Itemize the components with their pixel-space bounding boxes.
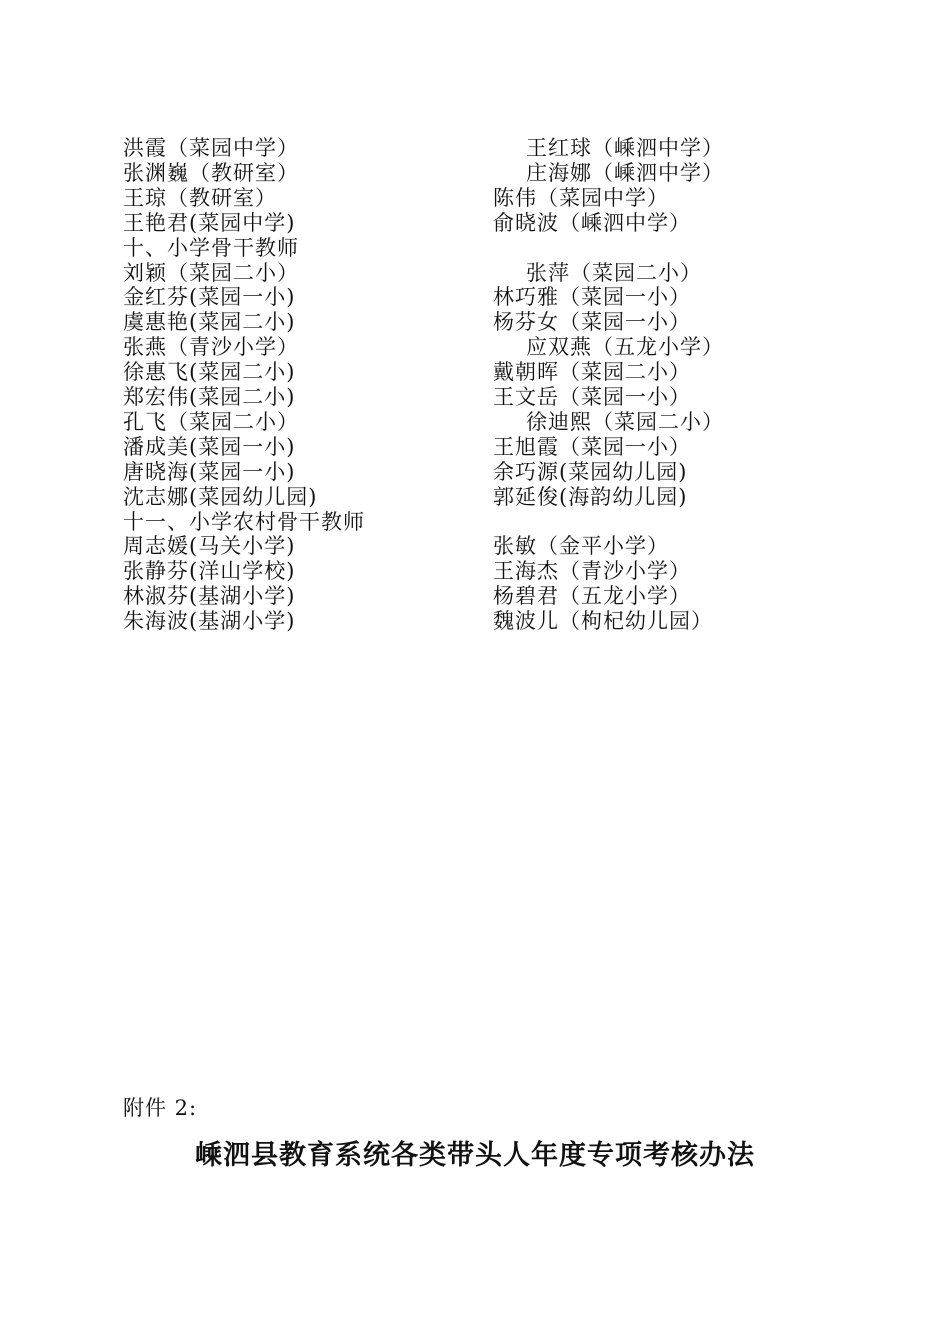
roster-left-entry: 唐晓海(菜园一小) [123,460,296,484]
roster-left-entry: 孔飞（菜园二小） [123,410,299,434]
roster-right-entry: 王红球（嵊泗中学） [526,136,724,160]
roster-right-entry: 余巧源(菜园幼儿园) [493,460,688,484]
roster-left-entry: 张静芬(洋山学校) [123,559,296,583]
roster-right-entry: 庄海娜（嵊泗中学） [526,161,724,185]
roster-left-entry: 周志媛(马关小学) [123,534,296,558]
roster-left-entry: 朱海波(基湖小学) [123,609,296,633]
roster-left-entry: 十、小学骨干教师 [123,236,299,260]
roster-right-entry: 应双燕（五龙小学） [526,335,724,359]
roster-right-entry: 张敏（金平小学） [493,534,669,558]
roster-right-entry: 杨碧君（五龙小学） [493,584,691,608]
roster-left-entry: 徐惠飞(菜园二小) [123,360,296,384]
roster-left-entry: 十一、小学农村骨干教师 [123,510,365,534]
roster-left-entry: 郑宏伟(菜园二小) [123,385,296,409]
roster-left-entry: 刘颖（菜园二小） [123,261,299,285]
attachment-label: 附件 2: [123,1096,198,1120]
roster-left-entry: 潘成美(菜园一小) [123,435,296,459]
roster-right-entry: 王海杰（青沙小学） [493,559,691,583]
roster-right-entry: 陈伟（菜园中学） [493,186,669,210]
roster-right-entry: 郭延俊(海韵幼儿园) [493,485,688,509]
roster-left-entry: 王艳君(菜园中学) [123,211,296,235]
roster-left-entry: 张渊巍（教研室） [123,161,299,185]
roster-right-entry: 徐迪熙（菜园二小） [526,410,724,434]
roster-right-entry: 张萍（菜园二小） [526,261,702,285]
roster-left-entry: 沈志娜(菜园幼儿园) [123,485,318,509]
roster-left-entry: 虞惠艳(菜园二小) [123,310,296,334]
roster-right-entry: 俞晓波（嵊泗中学） [493,211,691,235]
roster-right-entry: 王文岳（菜园一小） [493,385,691,409]
roster-left-entry: 王琼（教研室） [123,186,277,210]
roster-left-entry: 金红芬(菜园一小) [123,285,296,309]
roster-right-entry: 戴朝晖（菜园二小） [493,360,691,384]
roster-right-entry: 魏波儿（枸杞幼儿园） [493,609,713,633]
roster-right-entry: 王旭霞（菜园一小） [493,435,691,459]
roster-right-entry: 杨芬女（菜园一小） [493,310,691,334]
roster-right-entry: 林巧雅（菜园一小） [493,285,691,309]
document-heading: 嵊泗县教育系统各类带头人年度专项考核办法 [195,1140,755,1171]
roster-left-entry: 林淑芬(基湖小学) [123,584,296,608]
roster-left-entry: 张燕（青沙小学） [123,335,299,359]
roster-left-entry: 洪霞（菜园中学） [123,136,299,160]
